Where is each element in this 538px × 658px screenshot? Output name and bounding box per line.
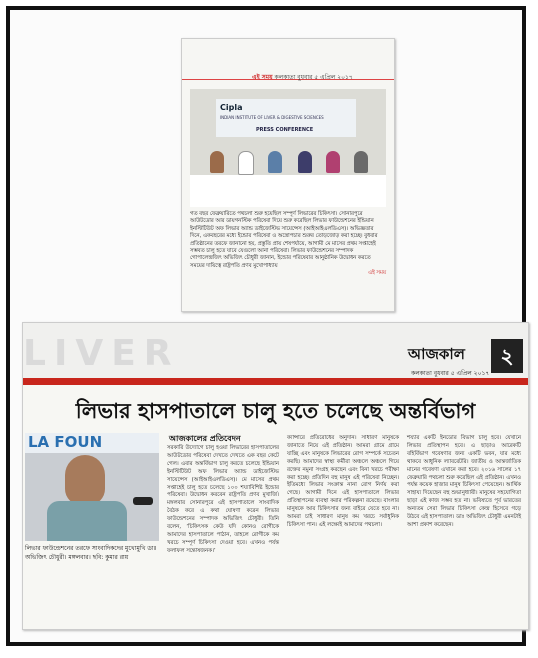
- banner-institute: INDIAN INSTITUTE OF LIVER & DIGESTIVE SCIENCES: [220, 115, 324, 120]
- panelist: [354, 151, 368, 173]
- panelist: [210, 151, 224, 173]
- event-banner: [216, 99, 356, 137]
- masthead-date: কলকাতা বুধবার ৫ এপ্রিল ২০১৭: [411, 370, 490, 377]
- panelist: [238, 151, 254, 175]
- photo-backdrop-text: LA FOUN: [25, 433, 159, 453]
- masthead-background-text: LIVER: [23, 333, 180, 374]
- article-column-3: শয্যার একটি ইনডোর বিভাগ চালু হবে। যেখানে লিভার প্রতিস্থাপন হবে। এ ছাড়াও আরেকটি বহির্বিভাগ গবেষণার জন্য একটি ভবন, যার মধ্যে থাকবে আধুনিক ল্যাবরেটরি। জাতীয় ও আন্তর্জাতিক মানের গবেষণা এখানে করা হবে। ২০১৬ সালের ১৭ ফেব্রুয়ারি পথচলা শুরু করেছিল এই প্রতিষ্ঠান। এখনও পর্যন্ত কয়েক হাজার মানুষ চিকিৎসা পেয়েছেন। আর্থিক সাহায্য দিয়েছেন বহু শুভানুধ্যায়ী। মানুষের সহযোগিতা ছাড়া এই কাজ সম্ভব হত না। ভবিষ্যতে পূর্ব ভারতের অন্যতম সেরা লিভার চিকিৎসা কেন্দ্র হিসেবে গড়ে উঠবে এই হাসপাতাল। ডাঃ অভিজিৎ চৌধুরী এমনটাই আশা প্রকাশ করেছেন।: [407, 435, 521, 528]
- header-date: কলকাতা বুধবার ৫ এপ্রিল ২০১৭: [274, 74, 353, 81]
- speaker-photo: [25, 433, 159, 541]
- article-byline: আজকালের প্রতিবেদন: [169, 434, 241, 443]
- article-column-1: সরকারি উদ্যোগে চালু হওয়া লিভারের হাসপাতালের আউটডোর পরিষেবা দেখতে দেখতে এক বছর কেটে গেল। এবার অন্তর্বিভাগ চালু করতে চলেছে ইন্ডিয়ান ইনস্টিটিউট অফ লিভার অ্যান্ড ডাইজেস্টিভ সায়েন্সেস (আইআইএলডিএস)। মে মাসের প্রথম সপ্তাহেই চালু হতে চলেছে ১০০ শয্যাবিশিষ্ট ইন্ডোর পরিষেবা। উদ্বোধন করবেন রাষ্ট্রপতি প্রণব মুখার্জি। মঙ্গলবার সোনারপুরে এই হাসপাতালে সাংবাদিক বৈঠক করে এ কথা ঘোষণা করেন লিভার ফাউন্ডেশনের সম্পাদক অভিজিৎ চৌধুরী। তিনি বলেন, ‘চিকিৎসক কেউ যদি কোনও রোগীকে আমাদের হাসপাতালে পাঠান, তাহলে রোগীকে কম খরচে সম্পূর্ণ চিকিৎসা দেওয়া হবে। এখনও পর্যন্ত ফলাফল সন্তোষজনক।’: [167, 445, 279, 554]
- newspaper-logo: আজকাল: [408, 345, 465, 363]
- panelist: [326, 151, 340, 173]
- clipping-ei-samay: [181, 38, 395, 312]
- byline: এই সময়: [367, 270, 386, 277]
- speaker-shirt: [47, 501, 127, 541]
- clipping-aajkaal: [22, 322, 529, 630]
- banner-event: PRESS CONFERENCE: [256, 127, 314, 133]
- photo-caption: লিভার ফাউন্ডেশনের তরফে সাংবাদিকদের মুখোমুখি ডাঃ অভিজিৎ চৌধুরী। মঙ্গলবার। ছবি: কুমার রায়: [25, 545, 157, 561]
- article-headline: লিভার হাসপাতালে চালু হতে চলেছে অন্তর্বিভাগ: [75, 399, 476, 423]
- masthead-rule: [23, 378, 528, 385]
- press-conference-photo: [190, 89, 386, 207]
- clipping-header: [182, 39, 394, 80]
- microphone-icon: [133, 497, 153, 505]
- speaker-face: [65, 455, 105, 505]
- article-body: গত বছর ফেব্রুয়ারিতে পথচলা শুরু হয়েছিল সম্পূর্ণ লিভারের চিকিৎসা। সোনারপুরে আউটডোর আর ডায়গনস্টিক পরিষেবা দিয়ে শুরু করেছিল লিভার ফাউন্ডেশনের ইন্ডিয়ান ইনস্টিটিউট অফ লিভার অ্যান্ড ডাইজেস্টিভ সায়েন্সেস (আইআইএলডিএস)। অভিজ্ঞতার দিনে, একবছরের মধ্যে ইন্ডোর পরিষেবা ও অস্ত্রোপচার শুরুর তোড়জোড় করা হচ্ছে। বুধবার প্রতিষ্ঠানের তরফে জানানো হয়, প্রস্তুতি প্রায় শেষপর্যায়ে, আগামী মে মাসের প্রথম সপ্তাহেই সম্ভবত চালু হতে যাবে যেগুলো আনা পরিষেবা। লিভার ফাউন্ডেশনের সম্পাদক গোপালেন্দ্রজিৎ অভিজিৎ চৌধুরী জানান, ইন্ডোর পরিষেবার আনুষ্ঠানিক উদ্বোধন করতে সময়ের দায়িত্বে রাষ্ট্রপতি প্রণব মুখোপাধ্যায় এই সময়: [190, 211, 386, 277]
- panelist: [268, 151, 282, 173]
- article-column-2: ক্যান্সারে প্রতিরোধের অনুদান। সাধারণ মানুষকে জানাতে নিয়ে এই প্রতিষ্ঠান। আমরা গ্রামে গ্রামে যাচ্ছি এবং মানুষকে লিভারের রোগ সম্পর্কে সচেতন করছি। আমাদের স্বাস্থ্য কর্মীরা অঞ্চলে অঞ্চলে গিয়ে রক্তের নমুনা সংগ্রহ করছেন এবং বিনা খরচে পরীক্ষা করা হচ্ছে। প্রতিদিন বহু মানুষ এই পরিষেবা নিচ্ছেন। ইতিমধ্যে লিভার সংক্রান্ত নানা রোগ নির্ণয় করা গেছে। আগামী দিনে এই হাসপাতালে লিভার প্রতিস্থাপনের ব্যবস্থা করার পরিকল্পনা রয়েছে। বাংলার মানুষকে আর চিকিৎসার জন্য বাইরে যেতে হবে না। আমরা চাই সাধারণ মানুষ কম খরচে সর্বাধুনিক চিকিৎসা পান। এই লক্ষ্যেই আমাদের পথচলা।: [287, 435, 399, 528]
- masthead: [23, 323, 528, 385]
- page-number: ২: [491, 339, 523, 373]
- section-name: এই সময়: [252, 74, 273, 81]
- banner-brand: Cipla: [220, 103, 243, 112]
- conference-table: [190, 175, 386, 207]
- panelist: [298, 151, 312, 173]
